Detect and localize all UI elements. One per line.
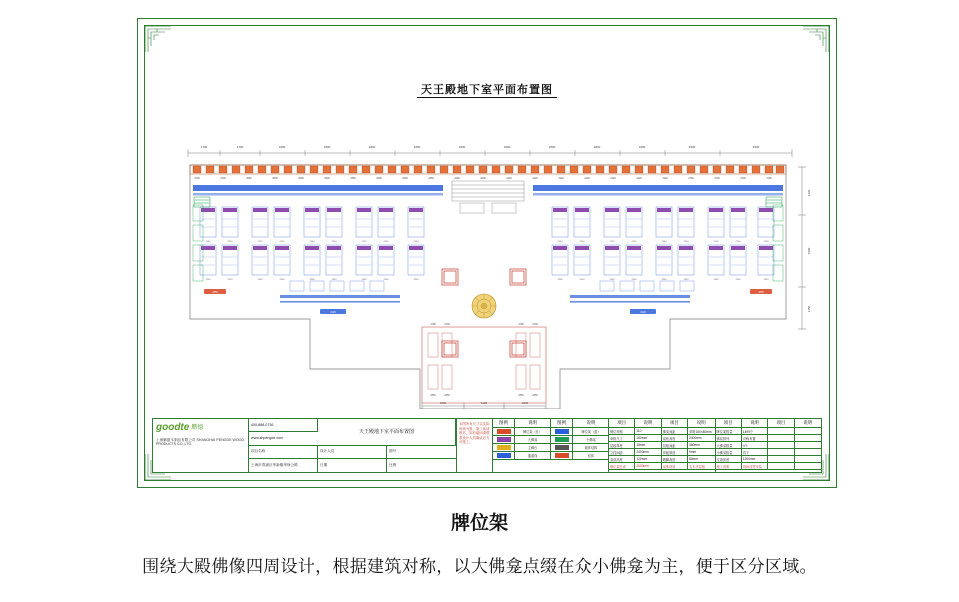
- top-dimension-chain: [188, 149, 792, 157]
- central-buddha-platform: [472, 294, 496, 318]
- svg-text:2120: 2120: [361, 241, 367, 243]
- central-entry: [452, 181, 524, 213]
- spec2-header-3: 项目: [768, 419, 794, 427]
- svg-text:2120: 2120: [331, 241, 337, 243]
- spec-header-1: 项目: [609, 419, 635, 427]
- svg-text:2700: 2700: [194, 177, 200, 180]
- spec-value: 2400mm: [635, 449, 661, 456]
- spec-value: 110: [635, 428, 661, 435]
- svg-text:2120: 2120: [532, 177, 538, 180]
- svg-text:1150: 1150: [807, 305, 811, 313]
- svg-text:1800: 1800: [548, 145, 556, 149]
- svg-text:2350: 2350: [763, 279, 769, 281]
- spec2-value: [795, 456, 821, 463]
- spec-value: 120mm: [635, 456, 661, 463]
- svg-text:2700: 2700: [735, 241, 741, 243]
- svg-text:2350: 2350: [430, 394, 436, 397]
- notice-text: 本图所有尺寸以实际现场为准，施工前请核对，如有疑问请联系设计人员确认后方可施工。: [459, 422, 490, 445]
- svg-text:2120: 2120: [558, 177, 564, 180]
- spec-value: 实木多层板: [688, 463, 714, 470]
- spec2-key: 过道宽度: [716, 456, 742, 463]
- svg-text:2350: 2350: [518, 394, 524, 397]
- svg-text:2150: 2150: [205, 241, 211, 243]
- svg-text:1800: 1800: [521, 401, 529, 405]
- info-address: 上海市青浦区华新镇华徐公路: [249, 459, 318, 472]
- svg-text:2250: 2250: [428, 177, 434, 180]
- info-website: www.shpengde.com: [249, 432, 318, 445]
- svg-text:2700: 2700: [430, 323, 436, 326]
- spec-value: 2400mm: [688, 435, 714, 442]
- svg-text:2120: 2120: [257, 241, 263, 243]
- building-outline: [190, 165, 786, 409]
- spec2-value: 对称布置: [742, 435, 768, 442]
- spec2-key: 大佛龛数量: [716, 442, 742, 449]
- svg-text:2350: 2350: [713, 279, 719, 281]
- spec2-key: [768, 442, 794, 449]
- company-logo-sub: 上海鹏德木制品有限公司 SHANGHAI PENGDE WOOD PRODUCTS CO.,LTD: [156, 438, 245, 447]
- svg-text:2700: 2700: [714, 177, 720, 180]
- spec2-key: 小佛龛数量: [716, 449, 742, 456]
- svg-text:2350: 2350: [331, 279, 337, 281]
- spec2-key: [768, 463, 794, 470]
- floor-plan-svg: [160, 119, 816, 409]
- spec2-value: 4个: [742, 442, 768, 449]
- spec-key: 龛顶高度: [609, 456, 635, 463]
- svg-text:2120: 2120: [579, 241, 585, 243]
- spec2-rows: [716, 428, 822, 470]
- svg-text:3600: 3600: [807, 247, 811, 255]
- top-niche-row: [193, 166, 784, 180]
- spec-key: 龛体材质: [662, 463, 688, 470]
- svg-text:2120: 2120: [683, 241, 689, 243]
- legend-swatch: [493, 444, 515, 452]
- svg-text:2250: 2250: [227, 279, 233, 281]
- spec-table-2: [716, 419, 822, 472]
- svg-text:2120: 2120: [631, 241, 637, 243]
- svg-text:1800: 1800: [593, 145, 601, 149]
- spec-value: 2600mm: [635, 463, 661, 470]
- svg-text:2300: 2300: [557, 279, 563, 281]
- svg-text:2120: 2120: [661, 241, 667, 243]
- spec2-key: [768, 456, 794, 463]
- svg-text:2120: 2120: [610, 177, 616, 180]
- legend-swatch: [551, 428, 573, 436]
- svg-text:1800: 1800: [439, 401, 447, 405]
- svg-text:2700: 2700: [220, 177, 226, 180]
- svg-text:2120: 2120: [279, 241, 285, 243]
- spec-table-1: [609, 419, 716, 472]
- svg-text:2120: 2120: [330, 311, 336, 314]
- spec2-value: 1200mm: [742, 456, 768, 463]
- svg-text:1220: 1220: [807, 189, 811, 197]
- info-project-name: 天王殿地下室平面布置图: [318, 419, 456, 446]
- caption-body: 围绕大殿佛像四周设计，根据建筑对称，以大佛龛点缀在众小佛龛为主，便于区分区域。: [142, 557, 817, 576]
- company-logo-mark: goodte: [156, 422, 190, 433]
- spec-rows: [609, 428, 715, 470]
- svg-text:2120: 2120: [309, 241, 315, 243]
- spec-value: 9mm: [688, 449, 714, 456]
- svg-text:2200: 2200: [480, 177, 486, 180]
- spec2-key: [768, 428, 794, 435]
- legend-swatch: [493, 428, 515, 436]
- svg-text:2700: 2700: [740, 177, 746, 180]
- svg-text:2350: 2350: [383, 279, 389, 281]
- spec2-value: [795, 463, 821, 470]
- svg-text:2120: 2120: [640, 311, 646, 314]
- logo-cell: [153, 419, 249, 472]
- legend-swatch: [493, 452, 515, 460]
- info-field-label-3: 图号: [387, 446, 456, 459]
- floor-plan: [160, 119, 816, 409]
- spec-value: 160mm: [635, 435, 661, 442]
- drawing-title-text: 天王殿地下室平面布置图: [417, 84, 557, 98]
- right-shelf-cluster: [552, 207, 774, 281]
- svg-text:2300: 2300: [257, 279, 263, 281]
- info-phone: 400-888-0736: [249, 419, 318, 432]
- spec-key: 龛柜高度: [662, 435, 688, 442]
- legend-header-2: 说明: [515, 419, 551, 427]
- svg-text:2350: 2350: [735, 279, 741, 281]
- spec-key: 层板间距: [662, 442, 688, 449]
- right-dimension-chain: [798, 167, 806, 329]
- svg-text:2120: 2120: [557, 241, 563, 243]
- legend-header-4: 说明: [586, 420, 596, 425]
- svg-text:2250: 2250: [205, 279, 211, 281]
- svg-text:2120: 2120: [662, 177, 668, 180]
- spec2-value: [795, 435, 821, 442]
- svg-text:2120: 2120: [609, 241, 615, 243]
- spec2-value: [795, 442, 821, 449]
- svg-text:1800: 1800: [458, 145, 466, 149]
- spec2-value: [795, 449, 821, 456]
- svg-text:2500: 2500: [324, 177, 330, 180]
- info-field-label-5: 比例: [389, 462, 397, 467]
- svg-text:2350: 2350: [532, 394, 538, 397]
- svg-text:2350: 2350: [413, 279, 419, 281]
- svg-text:1800: 1800: [638, 145, 646, 149]
- spec-value: 80mm: [688, 456, 714, 463]
- notice-cell: [457, 419, 493, 472]
- company-logo-cn: 鹏德: [191, 424, 204, 431]
- legend-desc: 主佛台: [515, 444, 551, 452]
- spec2-header-1: 项目: [716, 419, 742, 427]
- svg-text:2500: 2500: [688, 145, 696, 149]
- legend-desc: 牌位架（蓝）: [573, 428, 609, 436]
- spec-value: 18mm: [635, 442, 661, 449]
- svg-text:2650: 2650: [246, 177, 252, 180]
- svg-text:2700: 2700: [688, 177, 694, 180]
- svg-text:2300: 2300: [279, 279, 285, 281]
- svg-text:2350: 2350: [758, 291, 764, 294]
- spec2-value: 1499个: [742, 428, 768, 435]
- svg-text:2350: 2350: [444, 394, 450, 397]
- spec-header-4: 说明: [696, 420, 706, 425]
- legend-desc: 墙体结构: [573, 444, 609, 452]
- svg-text:2120: 2120: [413, 241, 419, 243]
- legend-table: [493, 419, 609, 472]
- spec2-key: [768, 449, 794, 456]
- svg-text:2120: 2120: [383, 241, 389, 243]
- spec2-value: [795, 428, 821, 435]
- svg-text:2500: 2500: [298, 177, 304, 180]
- svg-text:2120: 2120: [506, 177, 512, 180]
- svg-text:2500: 2500: [752, 145, 760, 149]
- spec2-value: 现场放样安装: [742, 463, 768, 470]
- caption-title: 牌位架: [450, 513, 508, 534]
- legend-header-3: 图例: [551, 419, 573, 427]
- lower-shelf-row: [290, 281, 694, 291]
- spec2-key: 施工说明: [716, 463, 742, 470]
- svg-text:2500: 2500: [272, 177, 278, 180]
- spec-key: 背板厚度: [662, 449, 688, 456]
- bottom-wing: [422, 323, 546, 403]
- title-block-strip: [152, 418, 822, 473]
- legend-desc: 大佛龛: [515, 436, 551, 444]
- svg-text:2350: 2350: [631, 279, 637, 281]
- spec-key: 牌位架总高: [609, 463, 635, 470]
- svg-text:1800: 1800: [278, 145, 286, 149]
- legend-desc: 牌位架（红）: [515, 428, 551, 436]
- spec-key: 踢脚高度: [662, 456, 688, 463]
- corridor-bands: [193, 185, 783, 196]
- svg-text:2700: 2700: [763, 241, 769, 243]
- legend-header-1: 图例: [493, 419, 515, 427]
- legend-desc: 柱体: [573, 452, 609, 460]
- spec2-value: 若干: [742, 449, 768, 456]
- svg-text:1800: 1800: [368, 145, 376, 149]
- top-wall-band: [190, 165, 786, 174]
- svg-text:2700: 2700: [532, 323, 538, 326]
- left-side-rooms: [193, 205, 203, 281]
- spec2-key: 牌位架数量: [716, 428, 742, 435]
- corner-ornament-icon: [145, 26, 171, 52]
- legend-swatch: [493, 436, 515, 444]
- spec-key: 单格尺寸: [609, 435, 635, 442]
- svg-text:2700: 2700: [713, 241, 719, 243]
- spec-key: 佛龛间距: [662, 428, 688, 435]
- legend-swatch: [551, 436, 573, 444]
- spec2-header-2: 说明: [742, 419, 768, 427]
- svg-text:2300: 2300: [609, 279, 615, 281]
- stair-box-left: [194, 197, 210, 207]
- svg-text:2350: 2350: [350, 177, 356, 180]
- svg-text:2700: 2700: [444, 323, 450, 326]
- legend-desc: 小佛龛: [573, 436, 609, 444]
- project-info-cell: [249, 419, 457, 472]
- svg-text:2350: 2350: [212, 291, 218, 294]
- svg-text:2350: 2350: [683, 279, 689, 281]
- svg-text:2350: 2350: [361, 279, 367, 281]
- spec-header-2: 说明: [635, 419, 661, 427]
- spec-value: 380mm: [688, 442, 714, 449]
- svg-text:2200: 2200: [454, 177, 460, 180]
- legend-rows: [493, 428, 608, 460]
- spec2-key: 佛龛排列: [716, 435, 742, 442]
- svg-text:2300: 2300: [309, 279, 315, 281]
- info-field-label-1: 项目名称: [249, 446, 318, 459]
- spec-key: 层板厚度: [609, 442, 635, 449]
- svg-text:1700: 1700: [200, 145, 208, 149]
- spec-key: 牌位规格: [609, 428, 635, 435]
- svg-text:2300: 2300: [579, 279, 585, 281]
- left-shelf-cluster: [200, 207, 424, 281]
- svg-text:2120: 2120: [584, 177, 590, 180]
- info-field-label-4: 日期: [318, 459, 387, 472]
- svg-text:2700: 2700: [518, 323, 524, 326]
- svg-text:2350: 2350: [661, 279, 667, 281]
- legend-desc: 通道线: [515, 452, 551, 460]
- legend-swatch: [551, 444, 573, 452]
- svg-text:2700: 2700: [766, 177, 772, 180]
- drawing-title: [138, 81, 836, 97]
- spec2-header-4: 说明: [803, 420, 813, 425]
- svg-text:1800: 1800: [323, 145, 331, 149]
- spec2-key: [768, 435, 794, 442]
- drawing-sheet: [137, 18, 837, 488]
- svg-text:2120: 2120: [636, 177, 642, 180]
- svg-text:2300: 2300: [402, 177, 408, 180]
- svg-text:1800: 1800: [413, 145, 421, 149]
- right-dimension-labels: [807, 189, 811, 312]
- corner-ornament-icon: [803, 26, 829, 52]
- svg-text:1700: 1700: [236, 145, 244, 149]
- right-side-rooms: [773, 205, 783, 281]
- svg-text:1100: 1100: [480, 401, 488, 405]
- info-field-label-2: 设计人员: [318, 446, 387, 459]
- top-dimension-labels: [201, 145, 760, 149]
- spec-key: 立柱间距: [609, 449, 635, 456]
- legend-swatch: [551, 452, 573, 460]
- spec-header-3: 项目: [662, 419, 688, 427]
- stair-box-right: [766, 197, 782, 207]
- svg-text:2150: 2150: [227, 241, 233, 243]
- svg-text:2300: 2300: [376, 177, 382, 180]
- spec-value: 单格160×80mm: [688, 428, 714, 435]
- svg-text:1800: 1800: [503, 145, 511, 149]
